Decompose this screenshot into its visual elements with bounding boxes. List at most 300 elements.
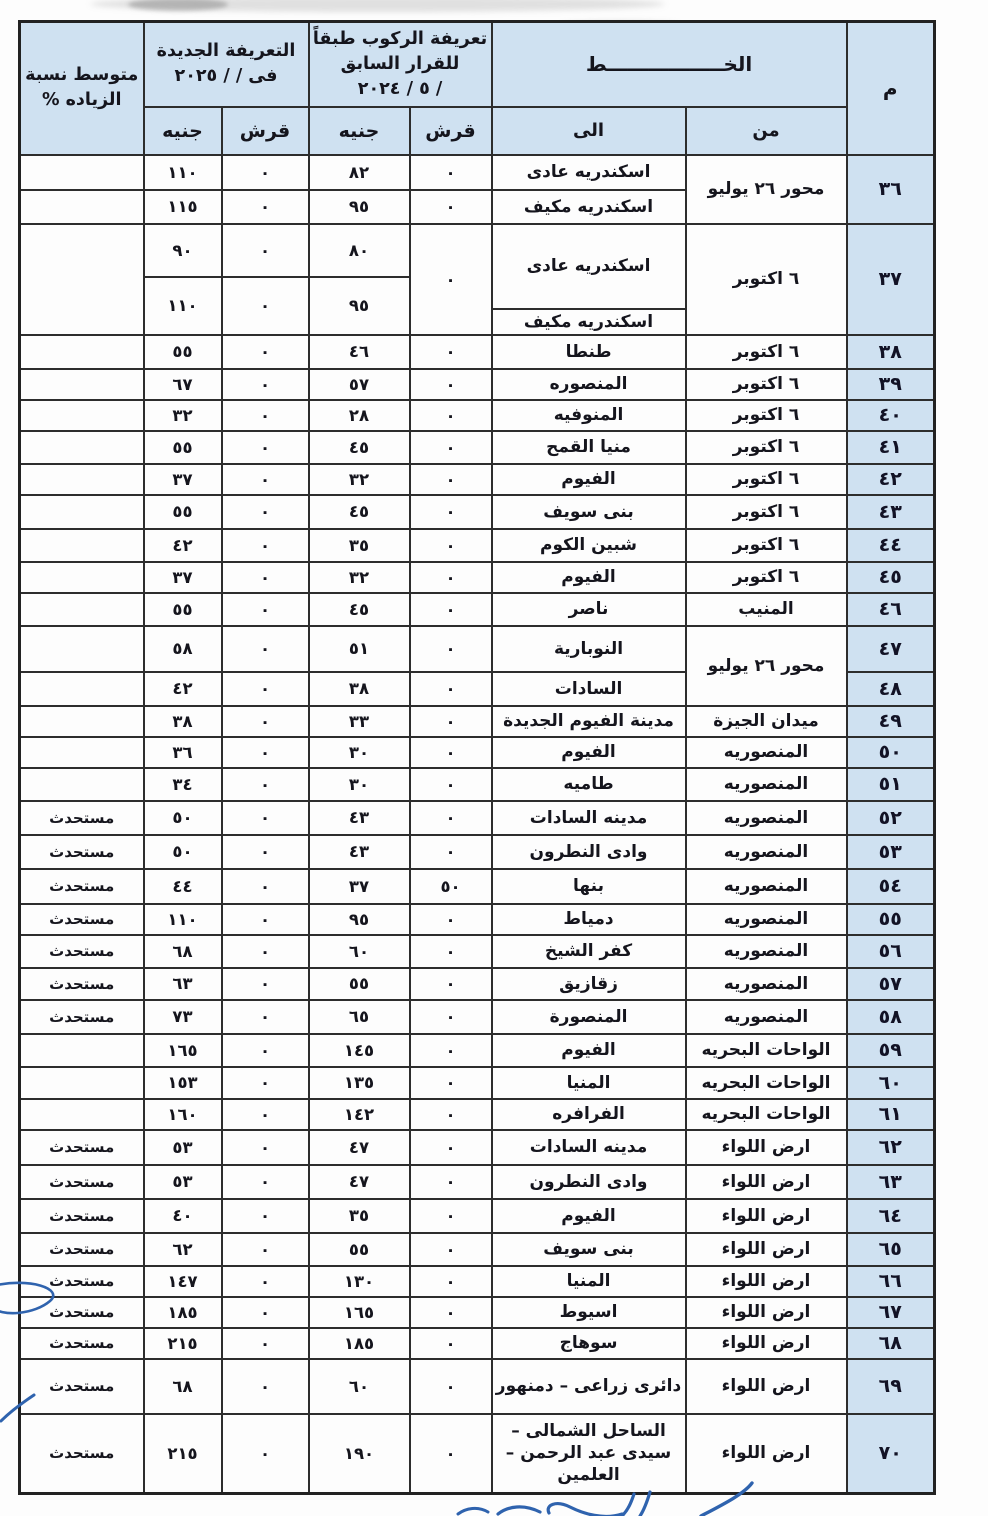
- cell-avg: [20, 529, 144, 562]
- cell-qirsh-new: ٠: [222, 869, 309, 904]
- cell-num: ٣٨: [847, 335, 935, 369]
- cell-from: ارض اللواء: [686, 1359, 847, 1414]
- header-avg-line1: متوسط نسبة: [25, 65, 139, 86]
- table-row: [20, 904, 935, 935]
- cell-to: النوبارية: [492, 626, 686, 672]
- cell-qirsh-new: ٠: [222, 593, 309, 626]
- pen-signature-stroke: [622, 1494, 634, 1516]
- table-row: [20, 737, 935, 768]
- cell-genih-new: ٤٢: [144, 672, 222, 706]
- cell-to: شبين الكوم: [492, 529, 686, 562]
- cell-from: ارض اللواء: [686, 1233, 847, 1266]
- cell-qirsh-new: ٠: [222, 1130, 309, 1165]
- cell-to: زقازيق: [492, 968, 686, 1000]
- table-row: [20, 1328, 935, 1359]
- cell-to: الفيوم: [492, 737, 686, 768]
- cell-qirsh-new: ٠: [222, 768, 309, 801]
- cell-qirsh-prev: ٠: [410, 737, 492, 768]
- table-row: [20, 562, 935, 593]
- cell-qirsh-prev: ٠: [410, 1233, 492, 1266]
- cell-qirsh-new: ٠: [222, 801, 309, 835]
- cell-avg: مستحدث: [20, 1297, 144, 1328]
- table-row: [20, 768, 935, 801]
- cell-avg: [20, 1034, 144, 1067]
- cell-num: ٥٢: [847, 801, 935, 835]
- cell-avg: مستحدث: [20, 1328, 144, 1359]
- cell-qirsh-prev: ٠: [410, 335, 492, 369]
- cell-qirsh-new: ٠: [222, 495, 309, 529]
- cell-from: ٦ اكتوبر: [686, 335, 847, 369]
- cell-to: بنها: [492, 869, 686, 904]
- cell-avg: [20, 369, 144, 400]
- cell-avg: مستحدث: [20, 1233, 144, 1266]
- cell-from: ٦ اكتوبر: [686, 464, 847, 495]
- cell-qirsh-new: ٠: [222, 1199, 309, 1233]
- cell-qirsh-new: ٠: [222, 1297, 309, 1328]
- cell-from: ارض اللواء: [686, 1297, 847, 1328]
- cell-genih-new: ٣٦: [144, 737, 222, 768]
- cell-num: ٤٤: [847, 529, 935, 562]
- cell-qirsh-new: ٠: [222, 1328, 309, 1359]
- cell-num: ٤١: [847, 431, 935, 464]
- cell-genih-prev: ٣٥: [309, 529, 410, 562]
- cell-genih-prev: ٥٧: [309, 369, 410, 400]
- cell-from: ميدان الجيزة: [686, 706, 847, 737]
- cell-genih-new: ١١٠: [144, 155, 222, 190]
- cell-to: اسكندريه عادى: [492, 155, 686, 190]
- cell-qirsh-prev: ٠: [410, 835, 492, 869]
- pen-signature-stroke: [640, 1492, 650, 1516]
- cell-to: طاميه: [492, 768, 686, 801]
- table-row: [20, 464, 935, 495]
- cell-qirsh-new: ٠: [222, 1000, 309, 1034]
- cell-from: ٦ اكتوبر: [686, 369, 847, 400]
- cell-genih-prev: ٦٥: [309, 1000, 410, 1034]
- cell-num: ٦٩: [847, 1359, 935, 1414]
- cell-qirsh-new: ٠: [222, 1414, 309, 1494]
- table-row: [20, 335, 935, 369]
- cell-qirsh-prev: ٠: [410, 935, 492, 968]
- cell-qirsh-prev: ٠: [410, 768, 492, 801]
- cell-qirsh-new: ٠: [222, 277, 309, 335]
- header-prev-tariff: [309, 22, 492, 107]
- cell-from: محور ٢٦ يوليو: [686, 155, 847, 224]
- cell-qirsh-prev: ٠: [410, 562, 492, 593]
- cell-avg: [20, 562, 144, 593]
- cell-genih-prev: ٦٠: [309, 935, 410, 968]
- table-row: [20, 155, 935, 190]
- header-prev-line2: للقرار السابق: [340, 53, 460, 74]
- cell-avg: مستحدث: [20, 1359, 144, 1414]
- cell-genih-new: ٣٤: [144, 768, 222, 801]
- cell-num: ٦٧: [847, 1297, 935, 1328]
- cell-to: الفيوم: [492, 1034, 686, 1067]
- cell-from: ارض اللواء: [686, 1414, 847, 1494]
- cell-genih-prev: ٤٥: [309, 495, 410, 529]
- cell-num: ٥٧: [847, 968, 935, 1000]
- cell-qirsh-prev: ٠: [410, 369, 492, 400]
- cell-to: سوهاج: [492, 1328, 686, 1359]
- cell-genih-new: ٥٥: [144, 495, 222, 529]
- cell-genih-prev: ١٨٥: [309, 1328, 410, 1359]
- table-row: [20, 626, 935, 672]
- cell-genih-new: ٦٨: [144, 935, 222, 968]
- cell-qirsh-prev: ٠: [410, 626, 492, 672]
- header-line-label: الخـــــــــــــــــط: [585, 52, 753, 77]
- cell-avg: [20, 335, 144, 369]
- cell-avg: مستحدث: [20, 1414, 144, 1494]
- cell-to: بنى سويف: [492, 1233, 686, 1266]
- cell-avg: مستحدث: [20, 801, 144, 835]
- cell-to: المنصوره: [492, 369, 686, 400]
- table-row: [20, 495, 935, 529]
- cell-qirsh-new: ٠: [222, 968, 309, 1000]
- cell-from: المنصوريه: [686, 935, 847, 968]
- scan-smudge: [90, 0, 665, 12]
- cell-qirsh-new: ٠: [222, 369, 309, 400]
- cell-qirsh-prev: ٠: [410, 904, 492, 935]
- table-row: [20, 935, 935, 968]
- cell-to: الساحل الشمالى – سيدى عبد الرحمن – العلمين: [492, 1414, 686, 1494]
- cell-qirsh-prev: ٠: [410, 1165, 492, 1199]
- header-avg-increase: [20, 22, 144, 155]
- cell-to: كفر الشيخ: [492, 935, 686, 968]
- cell-genih-new: ٣٧: [144, 464, 222, 495]
- cell-avg: [20, 495, 144, 529]
- cell-qirsh-new: ٠: [222, 1067, 309, 1099]
- cell-from: الواحات البحريه: [686, 1034, 847, 1067]
- cell-to: اسكندريه مكيف: [492, 309, 686, 335]
- cell-avg: مستحدث: [20, 935, 144, 968]
- cell-num: ٤٣: [847, 495, 935, 529]
- cell-qirsh-prev: ٠: [410, 672, 492, 706]
- cell-to: المنيا: [492, 1266, 686, 1297]
- table-row: [20, 869, 935, 904]
- cell-from: ٦ اكتوبر: [686, 495, 847, 529]
- cell-qirsh-prev: ٠: [410, 1099, 492, 1130]
- cell-num: ٥١: [847, 768, 935, 801]
- pen-signature-stroke: [498, 1507, 540, 1514]
- cell-qirsh-prev: ٠: [410, 968, 492, 1000]
- cell-avg: مستحدث: [20, 904, 144, 935]
- table-row: [20, 968, 935, 1000]
- cell-genih-new: ٥٠: [144, 835, 222, 869]
- cell-to: دمياط: [492, 904, 686, 935]
- cell-genih-prev: ٨٠: [309, 224, 410, 277]
- cell-qirsh-new: ٠: [222, 529, 309, 562]
- cell-genih-new: ٦٣: [144, 968, 222, 1000]
- cell-from: ٦ اكتوبر: [686, 529, 847, 562]
- cell-qirsh-new: ٠: [222, 1099, 309, 1130]
- cell-genih-new: ٣٢: [144, 400, 222, 431]
- cell-genih-prev: ٢٨: [309, 400, 410, 431]
- cell-to: منيا القمح: [492, 431, 686, 464]
- table-row: [20, 1099, 935, 1130]
- header-num-label: م: [882, 76, 898, 101]
- cell-avg: [20, 706, 144, 737]
- cell-qirsh-new: ٠: [222, 562, 309, 593]
- cell-genih-new: ٥٥: [144, 335, 222, 369]
- pen-signature-stroke: [548, 1504, 622, 1516]
- cell-num: ٤٧: [847, 626, 935, 672]
- cell-genih-new: ٤٢: [144, 529, 222, 562]
- cell-qirsh-prev: ٥٠: [410, 869, 492, 904]
- cell-qirsh-new: ٠: [222, 626, 309, 672]
- header-qirsh-prev: قرش: [410, 107, 492, 155]
- cell-genih-new: ٢١٥: [144, 1328, 222, 1359]
- table-row: [20, 1414, 935, 1494]
- cell-qirsh-new: ٠: [222, 1165, 309, 1199]
- cell-genih-new: ١١٥: [144, 190, 222, 224]
- cell-num: ٣٦: [847, 155, 935, 224]
- cell-from: ٦ اكتوبر: [686, 431, 847, 464]
- cell-to: الفيوم: [492, 464, 686, 495]
- cell-to: السادات: [492, 672, 686, 706]
- cell-genih-new: ١٦٠: [144, 1099, 222, 1130]
- table-row: [20, 1130, 935, 1165]
- cell-from: ارض اللواء: [686, 1199, 847, 1233]
- cell-genih-new: ١٨٥: [144, 1297, 222, 1328]
- cell-qirsh-new: ٠: [222, 190, 309, 224]
- cell-genih-prev: ٣٧: [309, 869, 410, 904]
- cell-from: المنصوريه: [686, 835, 847, 869]
- cell-to: الفرافره: [492, 1099, 686, 1130]
- cell-genih-new: ٥٨: [144, 626, 222, 672]
- cell-qirsh-new: ٠: [222, 835, 309, 869]
- cell-from: المنصوريه: [686, 768, 847, 801]
- cell-genih-prev: ٩٥: [309, 190, 410, 224]
- header-from: من: [686, 107, 847, 155]
- cell-to: اسيوط: [492, 1297, 686, 1328]
- cell-qirsh-prev: ٠: [410, 593, 492, 626]
- cell-to: الفيوم: [492, 562, 686, 593]
- header-genih-prev: جنيه: [309, 107, 410, 155]
- cell-from: ٦ اكتوبر: [686, 400, 847, 431]
- cell-num: ٣٧: [847, 224, 935, 335]
- cell-genih-prev: ٩٥: [309, 904, 410, 935]
- table-row: [20, 400, 935, 431]
- cell-genih-prev: ٤٧: [309, 1165, 410, 1199]
- table-row: [20, 1165, 935, 1199]
- cell-num: ٤٦: [847, 593, 935, 626]
- cell-from: محور ٢٦ يوليو: [686, 626, 847, 706]
- cell-genih-prev: ٣٥: [309, 1199, 410, 1233]
- cell-avg: [20, 672, 144, 706]
- cell-num: ٦٥: [847, 1233, 935, 1266]
- header-line: [492, 22, 847, 107]
- table-row: [20, 1266, 935, 1297]
- cell-from: الواحات البحريه: [686, 1099, 847, 1130]
- cell-avg: مستحدث: [20, 968, 144, 1000]
- cell-qirsh-new: ٠: [222, 904, 309, 935]
- cell-from: ارض اللواء: [686, 1266, 847, 1297]
- cell-genih-prev: ١٩٠: [309, 1414, 410, 1494]
- cell-genih-prev: ٤٣: [309, 835, 410, 869]
- cell-qirsh-prev: ٠: [410, 529, 492, 562]
- cell-qirsh-new: ٠: [222, 1034, 309, 1067]
- cell-genih-new: ٩٠: [144, 224, 222, 277]
- cell-from: ٦ اكتوبر: [686, 562, 847, 593]
- cell-qirsh-prev: ٠: [410, 155, 492, 190]
- cell-avg: [20, 190, 144, 224]
- cell-qirsh-prev: ٠: [410, 1414, 492, 1494]
- header-num: [847, 22, 935, 155]
- cell-genih-prev: ١٣٠: [309, 1266, 410, 1297]
- cell-qirsh-prev: ٠: [410, 1130, 492, 1165]
- fare-table: [18, 20, 936, 1495]
- cell-qirsh-new: ٠: [222, 672, 309, 706]
- cell-genih-new: ٥٥: [144, 431, 222, 464]
- cell-genih-prev: ٤٧: [309, 1130, 410, 1165]
- cell-avg: [20, 224, 144, 335]
- table-row: [20, 706, 935, 737]
- cell-num: ٤٢: [847, 464, 935, 495]
- cell-num: ٥٦: [847, 935, 935, 968]
- cell-to: المنوفيه: [492, 400, 686, 431]
- cell-avg: مستحدث: [20, 835, 144, 869]
- table-row: [20, 224, 935, 277]
- cell-qirsh-prev: ٠: [410, 190, 492, 224]
- header-prev-line1: تعريفة الركوب طبقاً: [312, 28, 488, 49]
- table-row: [20, 1359, 935, 1414]
- cell-from: المنصوريه: [686, 801, 847, 835]
- cell-genih-prev: ٩٥: [309, 277, 410, 335]
- cell-num: ٦٤: [847, 1199, 935, 1233]
- cell-avg: مستحدث: [20, 1165, 144, 1199]
- cell-qirsh-prev: ٠: [410, 706, 492, 737]
- cell-genih-prev: ٥١: [309, 626, 410, 672]
- cell-from: المنصوريه: [686, 1000, 847, 1034]
- header-genih-new: جنيه: [144, 107, 222, 155]
- cell-num: ٦٢: [847, 1130, 935, 1165]
- cell-num: ٣٩: [847, 369, 935, 400]
- cell-avg: [20, 464, 144, 495]
- cell-genih-new: ١١٠: [144, 904, 222, 935]
- cell-num: ٧٠: [847, 1414, 935, 1494]
- cell-genih-prev: ٣٢: [309, 464, 410, 495]
- cell-to: مدينه السادات: [492, 801, 686, 835]
- cell-qirsh-prev: ٠: [410, 431, 492, 464]
- cell-avg: [20, 155, 144, 190]
- fare-table-container: [18, 20, 933, 1495]
- cell-qirsh-prev: ٠: [410, 1328, 492, 1359]
- cell-qirsh-prev: ٠: [410, 1199, 492, 1233]
- table-row: [20, 1034, 935, 1067]
- cell-num: ٥٣: [847, 835, 935, 869]
- cell-genih-new: ٦٢: [144, 1233, 222, 1266]
- table-row: [20, 1233, 935, 1266]
- table-row: [20, 835, 935, 869]
- cell-avg: [20, 593, 144, 626]
- cell-qirsh-prev: ٠: [410, 1359, 492, 1414]
- cell-genih-new: ٣٧: [144, 562, 222, 593]
- table-row: [20, 1199, 935, 1233]
- cell-genih-prev: ٨٢: [309, 155, 410, 190]
- cell-genih-new: ١٦٥: [144, 1034, 222, 1067]
- header-new-tariff: [144, 22, 309, 107]
- cell-qirsh-new: ٠: [222, 1233, 309, 1266]
- header-new-line1: التعريفة الجديدة: [156, 41, 296, 62]
- cell-to: المنصورة: [492, 1000, 686, 1034]
- cell-from: المنصوريه: [686, 869, 847, 904]
- cell-qirsh-prev: ٠: [410, 400, 492, 431]
- cell-avg: [20, 626, 144, 672]
- cell-to: دائرى زراعى – دمنهور: [492, 1359, 686, 1414]
- cell-num: ٤٥: [847, 562, 935, 593]
- cell-from: المنصوريه: [686, 737, 847, 768]
- cell-genih-prev: ٤٦: [309, 335, 410, 369]
- cell-num: ٦٠: [847, 1067, 935, 1099]
- cell-to: وادى النطرون: [492, 1165, 686, 1199]
- cell-avg: [20, 737, 144, 768]
- table-row: [20, 369, 935, 400]
- cell-genih-new: ٤٤: [144, 869, 222, 904]
- header-avg-line2: الزياده %: [41, 90, 122, 111]
- cell-genih-prev: ١٤٢: [309, 1099, 410, 1130]
- cell-to: مدينه السادات: [492, 1130, 686, 1165]
- cell-num: ٤٨: [847, 672, 935, 706]
- cell-from: ٦ اكتوبر: [686, 224, 847, 335]
- cell-from: ارض اللواء: [686, 1130, 847, 1165]
- table-row: [20, 593, 935, 626]
- cell-genih-prev: ١٤٥: [309, 1034, 410, 1067]
- table-row: [20, 1000, 935, 1034]
- cell-genih-new: ٤٠: [144, 1199, 222, 1233]
- cell-num: ٥٩: [847, 1034, 935, 1067]
- cell-qirsh-prev: ٠: [410, 1000, 492, 1034]
- cell-num: ٥٠: [847, 737, 935, 768]
- cell-genih-prev: ٣٣: [309, 706, 410, 737]
- cell-to: وادى النطرون: [492, 835, 686, 869]
- cell-genih-prev: ٣٨: [309, 672, 410, 706]
- cell-genih-prev: ٥٥: [309, 1233, 410, 1266]
- cell-to: المنيا: [492, 1067, 686, 1099]
- cell-genih-new: ١١٠: [144, 277, 222, 335]
- cell-num: ٦١: [847, 1099, 935, 1130]
- cell-from: ارض اللواء: [686, 1328, 847, 1359]
- cell-num: ٥٨: [847, 1000, 935, 1034]
- cell-genih-prev: ٤٣: [309, 801, 410, 835]
- cell-genih-new: ١٥٣: [144, 1067, 222, 1099]
- cell-to: بنى سويف: [492, 495, 686, 529]
- cell-genih-new: ٥٣: [144, 1165, 222, 1199]
- cell-avg: مستحدث: [20, 869, 144, 904]
- cell-num: ٤٩: [847, 706, 935, 737]
- cell-qirsh-new: ٠: [222, 935, 309, 968]
- cell-qirsh-new: ٠: [222, 1266, 309, 1297]
- cell-qirsh-new: ٠: [222, 224, 309, 277]
- cell-to: الفيوم: [492, 1199, 686, 1233]
- cell-genih-new: ٥٥: [144, 593, 222, 626]
- cell-qirsh-new: ٠: [222, 335, 309, 369]
- cell-to: طنطا: [492, 335, 686, 369]
- cell-genih-new: ٥٣: [144, 1130, 222, 1165]
- cell-to: ناصر: [492, 593, 686, 626]
- cell-qirsh-new: ٠: [222, 706, 309, 737]
- cell-genih-prev: ٤٥: [309, 431, 410, 464]
- cell-num: ٦٦: [847, 1266, 935, 1297]
- cell-qirsh-prev: ٠: [410, 1266, 492, 1297]
- cell-qirsh-new: ٠: [222, 400, 309, 431]
- cell-from: المنيب: [686, 593, 847, 626]
- cell-genih-new: ١٤٧: [144, 1266, 222, 1297]
- cell-genih-new: ٣٨: [144, 706, 222, 737]
- cell-avg: مستحدث: [20, 1266, 144, 1297]
- fare-table-body: [20, 155, 935, 1494]
- cell-avg: [20, 400, 144, 431]
- cell-to: اسكندريه مكيف: [492, 190, 686, 224]
- cell-genih-prev: ٦٠: [309, 1359, 410, 1414]
